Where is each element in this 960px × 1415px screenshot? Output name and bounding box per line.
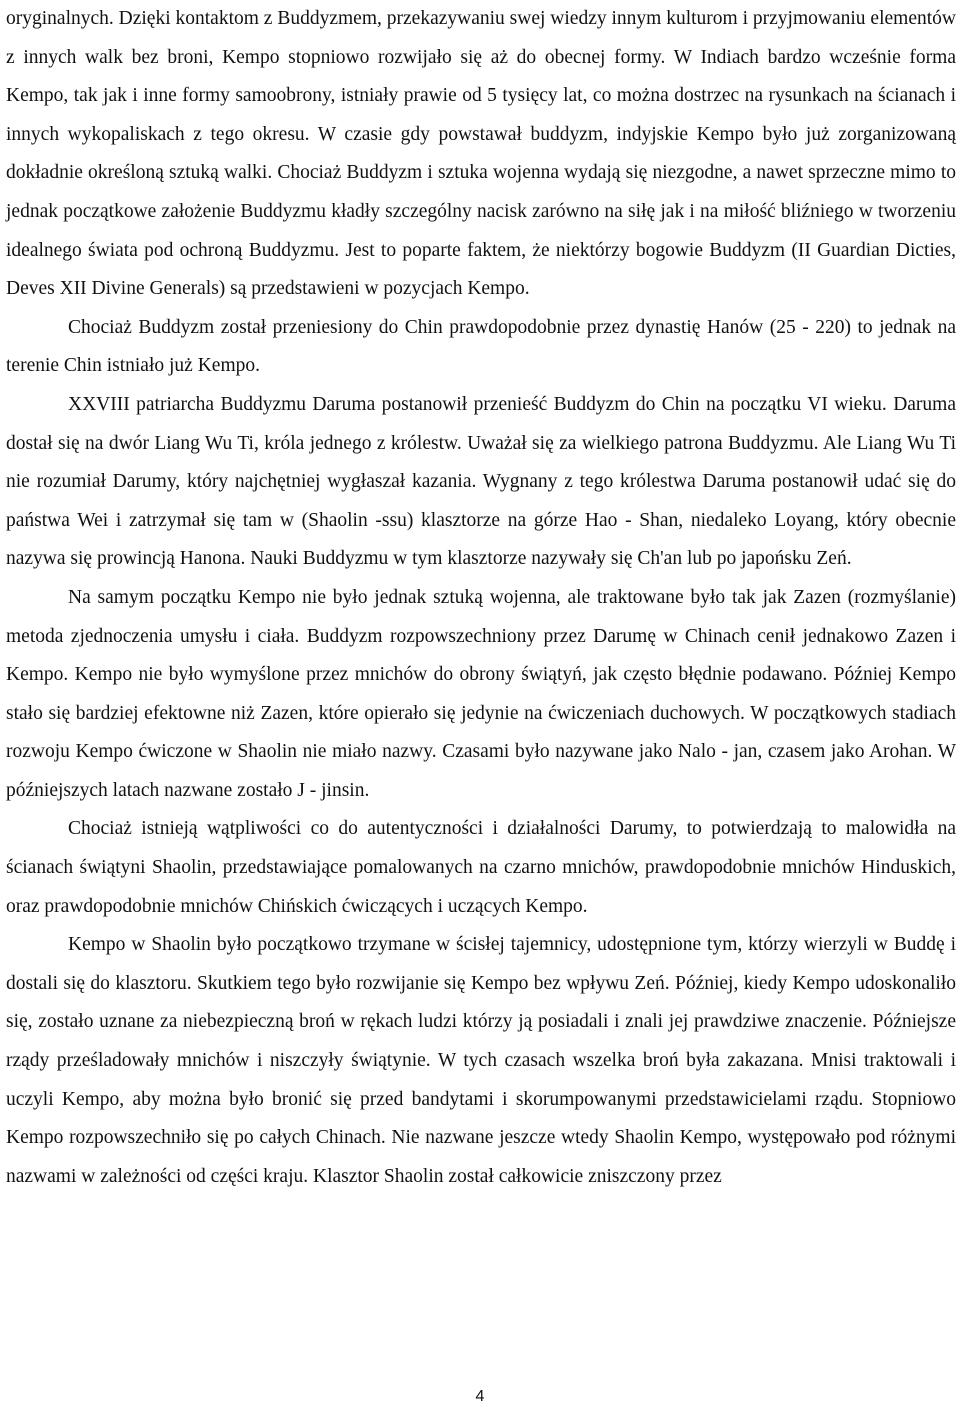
paragraph-4: Na samym początku Kempo nie było jednak sztuką wojenna, ale traktowane było tak jak Zazen (rozmyślanie) metoda zjednoczenia umysłu i ciała. Buddyzm rozpowszechniony przez Darumę w Chinach cenił jednakowo Zazen i Kempo. Kempo nie było wymyślone przez mnichów do obrony świątyń, jak często błędnie podawano. Później Kempo stało się bardziej efektowne niż Zazen, które opierało się jedynie na ćwiczeniach duchowych. W początkowych stadiach rozwoju Kempo ćwiczone w Shaolin nie miało nazwy. Czasami było nazywane jako Nalo - jan, czasem jako Arohan. W późniejszych latach nazwane zostało J - jinsin.	[6, 586, 956, 801]
paragraph-5: Chociaż istnieją wątpliwości co do autentyczności i działalności Darumy, to potwierdzają to malowidła na ścianach świątyni Shaolin, przedstawiające pomalowanych na czarno mnichów, prawdopodobnie mnichów Hinduskich, oraz prawdopodobnie mnichów Chińskich ćwiczących i uczących Kempo.	[6, 818, 956, 917]
paragraph-2: Chociaż Buddyzm został przeniesiony do Chin prawdopodobnie przez dynastię Hanów (25 - 220) to jednak na terenie Chin istniało już Kempo.	[6, 316, 956, 377]
paragraph-1: oryginalnych. Dzięki kontaktom z Buddyzmem, przekazywaniu swej wiedzy innym kulturom i przyjmowaniu elementów z innych walk bez broni, Kempo stopniowo rozwijało się aż do obecnej formy. W Indiach bardzo wcześnie forma Kempo, tak jak i inne formy samoobrony, istniały prawie od 5 tysięcy lat, co można dostrzec na rysunkach na ścianach i innych wykopaliskach z tego okresu. W czasie gdy powstawał buddyzm, indyjskie Kempo było już zorganizowaną dokładnie określoną sztuką walki. Chociaż Buddyzm i sztuka wojenna wydają się niezgodne, a nawet sprzeczne mimo to jednak początkowe założenie Buddyzmu kładły szczególny nacisk zarówno na siłę jak i na miłość bliźniego w tworzeniu idealnego świata pod ochroną Buddyzmu. Jest to poparte faktem, że niektórzy bogowie Buddyzm (II Guardian Dicties, Deves XII Divine Generals) są przedstawieni w pozycjach Kempo.	[6, 8, 956, 300]
page-number: 4	[475, 1388, 485, 1405]
paragraph-3: XXVIII patriarcha Buddyzmu Daruma postanowił przenieść Buddyzm do Chin na początku VI wieku. Daruma dostał się na dwór Liang Wu Ti, króla jednego z królestw. Uważał się za wielkiego patrona Buddyzmu. Ale Liang Wu Ti nie rozumiał Darumy, który najchętniej wygłaszał kazania. Wygnany z tego królestwa Daruma postanowił udać się do państwa Wei i zatrzymał się tam w (Shaolin -ssu) klasztorze na górze Hao - Shan, niedaleko Loyang, który obecnie nazywa się prowincją Hanona. Nauki Buddyzmu w tym klasztorze nazywały się Ch'an lub po japońsku Zeń.	[6, 393, 956, 570]
document-page	[6, 0, 956, 1196]
paragraph-6: Kempo w Shaolin było początkowo trzymane w ścisłej tajemnicy, udostępnione tym, którzy wierzyli w Buddę i dostali się do klasztoru. Skutkiem tego było rozwijanie się Kempo bez wpływu Zeń. Później, kiedy Kempo udoskonaliło się, zostało uznane za niebezpieczną broń w rękach ludzi którzy ją posiadali i znali jej prawdziwe znaczenie. Późniejsze rządy prześladowały mnichów i niszczyły świątynie. W tych czasach wszelka broń była zakazana. Mnisi traktowali i uczyli Kempo, aby można było bronić się przed bandytami i skorumpowanymi przedstawicielami rządu. Stopniowo Kempo rozpowszechniło się po całych Chinach. Nie nazwane jeszcze wtedy Shaolin Kempo, występowało pod różnymi nazwami w zależności od części kraju. Klasztor Shaolin został całkowicie zniszczony przez	[6, 934, 956, 1187]
